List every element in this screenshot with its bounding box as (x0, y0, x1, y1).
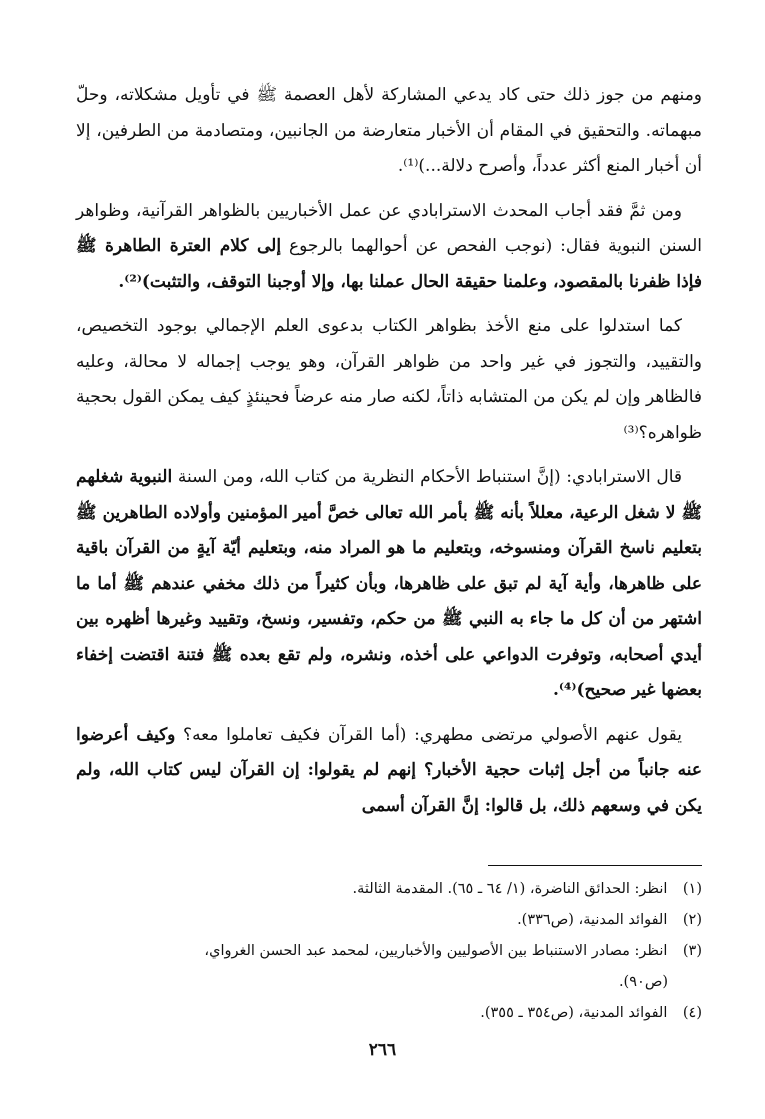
footnote-3-number: (٣) (682, 943, 702, 959)
paragraph-2 (76, 194, 702, 301)
footnote-4 (76, 998, 702, 1029)
footnote-2 (76, 905, 702, 936)
footnote-2-number: (٢) (682, 912, 702, 928)
paragraph-2-line-3: إلى كلام العترة الطاهرة ﷺ فإذا ظفرنا بالمقصود، وعلمنا حقيقة الحال عملنا (76, 236, 702, 292)
paragraph-4-line-2: النبوية شغلهم ﷺ لا شغل الرعية، معللاً بأنه ﷺ بأمر الله تعالى خصَّ أمير (76, 467, 702, 523)
footnote-1-text: انظر: الحدائق الناضرة، (١/ ٦٤ ـ ٦٥). المقدمة الثالثة. (352, 881, 668, 897)
paragraph-4-line-6: به النبي ﷺ من حكم، وتفسير، ونسخ، وتقييد وغيرها أظهره بين أيدي (76, 609, 703, 665)
paragraph-3-line-3: يوجب إجماله لا محالة، وعليه فالظاهر وإن لم يكن من المتشابه ذاتاً، لكنه (76, 351, 702, 407)
paragraph-1-line-1: ومنهم من جوز ذلك حتى كاد يدعي المشاركة لأهل العصمة ﷺ في تأويل (184, 85, 703, 105)
paragraph-4-line-4: المراد منه، وبتعليم أيّة آيةٍ من القرآن باقية على ظاهرها، وأية آية لم تبق على (76, 538, 703, 594)
paragraph-4 (76, 460, 702, 709)
paragraph-2-line-2: القرآنية، وظواهر السنن النبوية فقال: (نوجب الفحص عن أحوالهما بالرجوع (76, 200, 702, 256)
footnote-1 (76, 874, 702, 905)
paragraph-4-line-8: إخفاء بعضها غير صحيح)⁽⁴⁾. (76, 644, 702, 700)
paragraph-4-line-5: ظاهرها، وبأن كثيراً من ذلك مخفي عندهم ﷺ أما ما اشتهر من أن كل ما جاء (76, 573, 702, 629)
footnote-3 (76, 936, 702, 967)
footnote-2-text: الفوائد المدنية، (ص٣٣٦). (517, 912, 668, 928)
footnote-3-continuation (76, 967, 702, 998)
paragraph-1 (76, 78, 702, 185)
footnote-1-number: (١) (682, 881, 702, 897)
footnote-4-number: (٤) (682, 1005, 702, 1021)
paragraph-2-line-4: بها، وإلا أوجبنا التوقف، والتثبت)⁽²⁾. (118, 271, 364, 292)
paragraph-5 (76, 718, 702, 825)
footnote-divider (488, 865, 702, 866)
footnote-3-continuation-text: (ص٩٠). (618, 974, 668, 990)
footnotes (76, 874, 702, 1029)
paragraph-3-line-2: بوجود التخصيص، والتقييد، والتجوز في غير واحد من ظواهر القرآن، وهو (76, 316, 702, 372)
paragraph-3-line-1: كما استدلوا على منع الأخذ بظواهر الكتاب بدعوى العلم الإجمالي (205, 316, 682, 336)
paragraph-4-line-1: قال الاسترابادي: (إنَّ استنباط الأحكام النظرية من كتاب الله، ومن السنة (177, 467, 682, 487)
paragraph-1-line-2: مشكلاته، وحلّ مبهماته. والتحقيق في المقام أن الأخبار متعارضة من الجانبين، (76, 85, 702, 141)
paragraph-1-line-3: ومتصادمة من الطرفين، إلا أن أخبار المنع أكثر عدداً، وأصرح دلالة...)⁽¹⁾. (76, 120, 702, 176)
paragraph-2-line-1: ومن ثمَّ فقد أجاب المحدث الاسترابادي عن عمل الأخباريين بالظواهر (199, 200, 682, 221)
paragraph-3 (76, 309, 702, 451)
paragraph-4-line-7: أصحابه، وتوفرت الدواعي على أخذه، ونشره، ولم تقع بعده ﷺ فتنة اقتضت (119, 644, 664, 665)
footnote-4-text: الفوائد المدنية، (ص٣٥٤ ـ ٣٥٥). (480, 1005, 668, 1021)
paragraph-3-line-4: صار منه عرضاً فحينئذٍ كيف يمكن القول بحجية ظواهره؟⁽³⁾ (76, 387, 702, 443)
paragraph-5-line-1: يقول عنهم الأصولي مرتضى مطهري: (أما القرآن فكيف تعاملوا معه؟ (183, 724, 682, 745)
paragraph-5-line-2: وكيف أعرضوا عنه جانباً من أجل إثبات حجية الأخبار؟ إنهم لم يقولوا: إن (76, 724, 702, 780)
page-number: ٢٦٦ (368, 1040, 397, 1060)
paragraph-4-line-3: المؤمنين وأولاده الطاهرين ﷺ بتعليم ناسخ القرآن ومنسوخه، وبتعليم ما هو (76, 502, 703, 558)
footnote-3-text: انظر: مصادر الاستنباط بين الأصوليين والأخباريين، لمحمد عبد الحسن الغرواي، (204, 943, 668, 959)
main-text (76, 78, 702, 833)
paragraph-5-line-3: القرآن ليس كتاب الله، ولم يكن في وسعهم ذلك، بل قالوا: إنَّ القرآن أسمى (76, 760, 702, 816)
